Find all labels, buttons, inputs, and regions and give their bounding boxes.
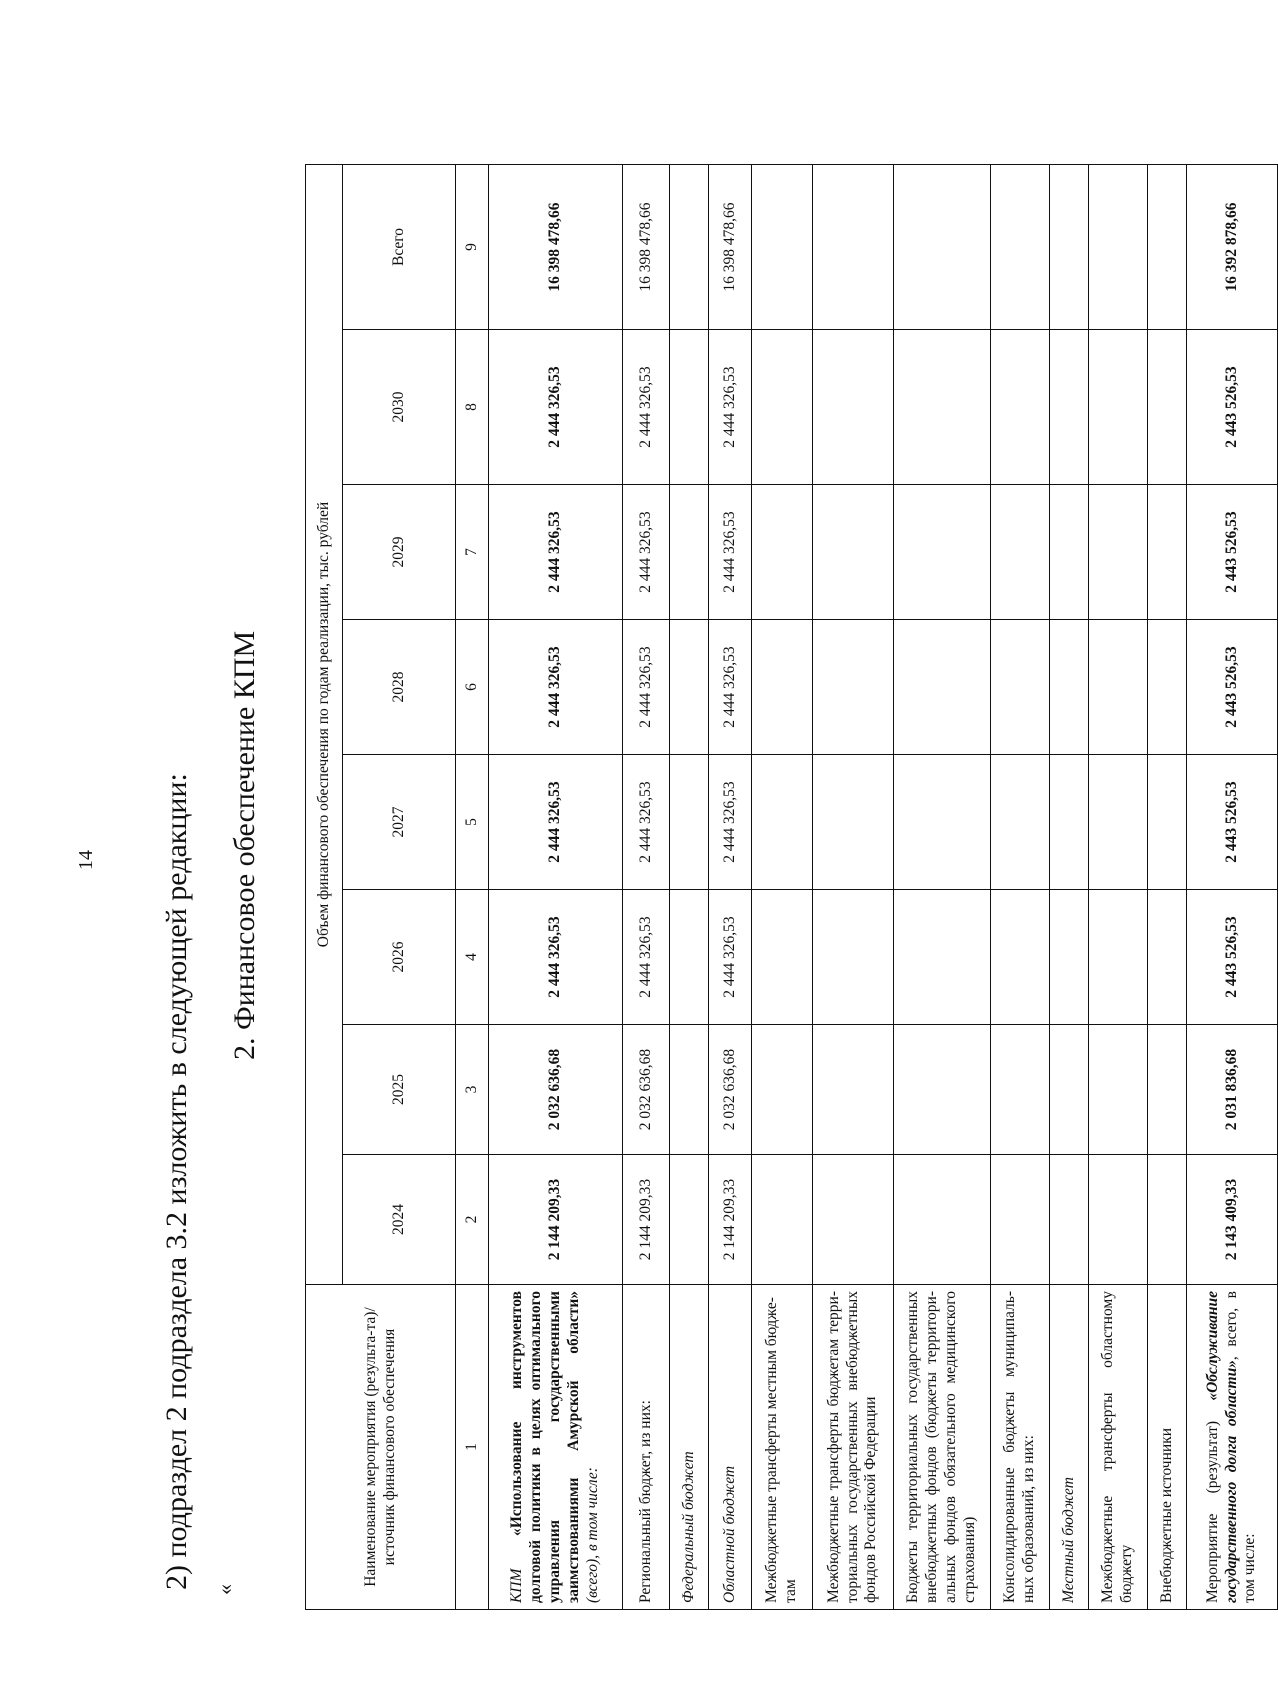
table-row [1187,165,1278,1610]
empty-cell [1148,1025,1187,1155]
column-index: 5 [456,755,489,890]
empty-cell [752,485,813,620]
empty-cell [813,330,894,485]
empty-cell [670,890,709,1025]
value-cell: 2 032 636,68 [489,1025,623,1155]
value-cell: 2 444 326,53 [489,485,623,620]
table-row [623,165,670,1610]
empty-cell [670,1155,709,1285]
empty-cell [670,485,709,620]
empty-cell [1089,485,1148,620]
value-cell: 2 143 409,33 [1187,1155,1278,1285]
empty-cell [813,1155,894,1285]
value-cell: 2 032 636,68 [623,1025,670,1155]
kpm-suffix: (всего), в том числе: [583,1467,601,1603]
value-cell: 2 444 326,53 [709,485,752,620]
empty-cell [1050,165,1089,330]
empty-cell [1148,890,1187,1025]
empty-cell [670,755,709,890]
open-quote: « [212,1584,237,1595]
oblast-label: Областной бюджет [709,1285,752,1610]
empty-cell [894,330,991,485]
local-label: Местный бюджет [1050,1285,1089,1610]
empty-cell [752,890,813,1025]
value-cell: 2 443 526,53 [1187,620,1278,755]
column-index: 1 [456,1285,489,1610]
page-number: 14 [75,850,97,870]
empty-cell [813,165,894,330]
table-row [752,165,813,1610]
value-cell: 2 444 326,53 [709,620,752,755]
kpm-label [489,1285,623,1610]
table-row [709,165,752,1610]
value-cell: 2 444 326,53 [709,890,752,1025]
total-cell: 16 392 878,66 [1187,165,1278,330]
empty-cell [1050,890,1089,1025]
measure-prefix: Мероприятие (результат) [1203,1420,1221,1603]
consolidated-label: Консолидированные бюджеты муниципаль-ных образований, из них: [991,1285,1050,1610]
column-index: 2 [456,1155,489,1285]
year-header: 2024 [343,1155,456,1285]
empty-cell [670,620,709,755]
value-cell: 2 444 326,53 [489,330,623,485]
year-header: 2028 [343,620,456,755]
value-cell: 2 444 326,53 [489,620,623,755]
regional-label: Региональный бюджет, из них: [623,1285,670,1610]
empty-cell [813,485,894,620]
volume-header: Объем финансового обеспечения по годам реализации, тыс. рублей [306,165,343,1285]
total-header: Всего [343,165,456,330]
table-row [1089,165,1148,1610]
empty-cell [894,485,991,620]
empty-cell [1148,485,1187,620]
column-index: 8 [456,330,489,485]
federal-label: Федеральный бюджет [670,1285,709,1610]
empty-cell [670,1025,709,1155]
empty-cell [894,1155,991,1285]
section-heading: 2. Финансовое обеспечение КПМ [228,630,261,1060]
measure-title: «Обслуживание государственного долга области» [1203,1291,1240,1603]
empty-cell [752,1155,813,1285]
empty-cell [813,890,894,1025]
empty-cell [1148,1155,1187,1285]
empty-cell [1050,1025,1089,1155]
empty-cell [752,620,813,755]
value-cell: 2 031 836,68 [1187,1025,1278,1155]
empty-cell [894,620,991,755]
mbt-local-label: Межбюджетные трансферты местным бюдже-там [752,1285,813,1610]
empty-cell [752,165,813,330]
column-index: 7 [456,485,489,620]
empty-cell [1050,755,1089,890]
year-header: 2030 [343,330,456,485]
value-cell: 2 444 326,53 [709,755,752,890]
empty-cell [1089,755,1148,890]
value-cell: 2 444 326,53 [623,890,670,1025]
table-row [991,165,1050,1610]
value-cell: 2 443 526,53 [1187,755,1278,890]
empty-cell [1089,330,1148,485]
table-row [670,165,709,1610]
empty-cell [991,165,1050,330]
empty-cell [1050,330,1089,485]
value-cell: 2 444 326,53 [489,890,623,1025]
kpm-prefix: КПМ [508,1568,526,1603]
total-cell: 16 398 478,66 [489,165,623,330]
value-cell: 2 444 326,53 [623,755,670,890]
total-cell: 16 398 478,66 [623,165,670,330]
empty-cell [1089,1155,1148,1285]
value-cell: 2 444 326,53 [489,755,623,890]
empty-cell [894,755,991,890]
empty-cell [1050,620,1089,755]
measure-label [1187,1285,1278,1610]
column-index: 3 [456,1025,489,1155]
empty-cell [991,485,1050,620]
value-cell: 2 444 326,53 [623,330,670,485]
empty-cell [991,1155,1050,1285]
empty-cell [1148,620,1187,755]
value-cell: 2 032 636,68 [709,1025,752,1155]
empty-cell [1089,165,1148,330]
header-row-1 [306,165,343,1610]
mbt-oblast-label: Межбюджетные трансферты областному бюджету [1089,1285,1148,1610]
empty-cell [752,330,813,485]
value-cell: 2 144 209,33 [489,1155,623,1285]
index-row [456,165,489,1610]
table-row [1148,165,1187,1610]
year-header: 2025 [343,1025,456,1155]
table-row [813,165,894,1610]
empty-cell [894,890,991,1025]
table-row [894,165,991,1610]
column-index: 9 [456,165,489,330]
mbt-funds-label: Межбюджетные трансферты бюджетам терри-ториальных государственных внебюджетных фондов Российской Федерации [813,1285,894,1610]
empty-cell [1089,890,1148,1025]
value-cell: 2 444 326,53 [623,620,670,755]
value-cell: 2 144 209,33 [623,1155,670,1285]
year-header: 2029 [343,485,456,620]
value-cell: 2 443 526,53 [1187,485,1278,620]
empty-cell [991,890,1050,1025]
table-row [1050,165,1089,1610]
btf-label: Бюджеты территориальных государственных внебюджетных фондов (бюджеты территори-альных фондов обязательного медицинского страхования) [894,1285,991,1610]
value-cell: 2 144 209,33 [709,1155,752,1285]
empty-cell [813,620,894,755]
column-index: 6 [456,620,489,755]
empty-cell [1089,620,1148,755]
empty-cell [752,1025,813,1155]
value-cell: 2 443 526,53 [1187,330,1278,485]
intro-text: 2) подраздел 2 подраздела 3.2 изложить в следующей редакции: [160,773,193,1590]
empty-cell [670,165,709,330]
empty-cell [813,755,894,890]
empty-cell [1050,1155,1089,1285]
value-cell: 2 444 326,53 [709,330,752,485]
empty-cell [670,330,709,485]
empty-cell [1148,165,1187,330]
empty-cell [991,620,1050,755]
empty-cell [813,1025,894,1155]
empty-cell [752,755,813,890]
year-header: 2027 [343,755,456,890]
total-cell: 16 398 478,66 [709,165,752,330]
empty-cell [991,1025,1050,1155]
value-cell: 2 443 526,53 [1187,890,1278,1025]
financing-table [305,164,1278,1610]
table-row [489,165,623,1610]
column-index: 4 [456,890,489,1025]
name-column-header: Наименование мероприятия (результа-та)/источник финансового обеспечения [306,1285,456,1610]
empty-cell [991,330,1050,485]
extrabudget-label: Внебюджетные источники [1148,1285,1187,1610]
empty-cell [1148,330,1187,485]
kpm-title: «Использование инструментов долговой политики в целях оптимального управления государственными заимствованиями Амурской области» [508,1291,582,1603]
empty-cell [1148,755,1187,890]
empty-cell [1050,485,1089,620]
value-cell: 2 444 326,53 [623,485,670,620]
measure-suffix: , всего, в том числе: [1222,1291,1259,1603]
empty-cell [894,1025,991,1155]
empty-cell [1089,1025,1148,1155]
empty-cell [894,165,991,330]
empty-cell [991,755,1050,890]
year-header: 2026 [343,890,456,1025]
